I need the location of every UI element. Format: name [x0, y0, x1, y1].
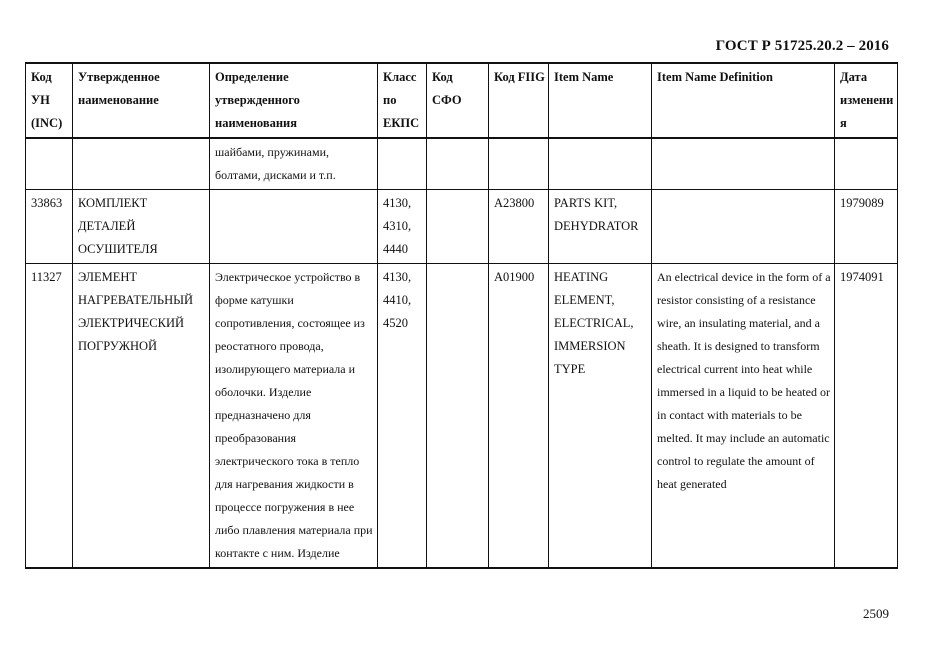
table-header-row	[26, 63, 898, 138]
col-header-inc: Код УН (INC)	[26, 63, 73, 138]
col-header-sfo: Код СФО	[427, 63, 489, 138]
cell-item-name: HEATING ELEMENT, ELECTRICAL, IMMERSION TYPE	[549, 264, 652, 569]
cell-name: ЭЛЕМЕНТ НАГРЕВАТЕЛЬНЫЙ ЭЛЕКТРИЧЕСКИЙ ПОГРУЖНОЙ	[73, 264, 210, 569]
cell-date: 1979089	[835, 190, 898, 264]
cell-class	[378, 138, 427, 190]
page-number: 2509	[863, 606, 889, 621]
cell-definition: Электрическое устройство в форме катушки сопротивления, состоящее из реостатного провода, изолирующего материала и оболочки. Изделие предназначено для преобразования электрического тока в тепло для нагревания жидкости в процессе погружения в нее либо плавления материала при контакте с ним. Изделие	[210, 264, 378, 569]
table-row	[26, 138, 898, 190]
cell-fiig	[489, 138, 549, 190]
cell-fiig: A01900	[489, 264, 549, 569]
cell-sfo	[427, 190, 489, 264]
col-header-name: Утвержденное наименование	[73, 63, 210, 138]
cell-sfo	[427, 264, 489, 569]
cell-name	[73, 138, 210, 190]
cell-definition: шайбами, пружинами, болтами, дисками и т.п.	[210, 138, 378, 190]
cell-item-name: PARTS KIT, DEHYDRATOR	[549, 190, 652, 264]
cell-item-definition: An electrical device in the form of a resistor consisting of a resistance wire, an insulating material, and a sheath. It is designed to transform electrical current into heat while immersed in a liquid to be heated or in contact with materials to be melted. It may include an automatic control to regulate the amount of heat generated	[652, 264, 835, 569]
cell-inc: 11327	[26, 264, 73, 569]
cell-inc: 33863	[26, 190, 73, 264]
cell-inc	[26, 138, 73, 190]
table-row	[26, 264, 898, 569]
classification-table	[25, 62, 898, 569]
col-header-definition: Определение утвержденного наименования	[210, 63, 378, 138]
cell-fiig: A23800	[489, 190, 549, 264]
col-header-item-definition: Item Name Definition	[652, 63, 835, 138]
cell-name: КОМПЛЕКТ ДЕТАЛЕЙ ОСУШИТЕЛЯ	[73, 190, 210, 264]
cell-item-definition	[652, 190, 835, 264]
cell-definition	[210, 190, 378, 264]
cell-date	[835, 138, 898, 190]
cell-item-definition	[652, 138, 835, 190]
cell-class: 4130, 4310, 4440	[378, 190, 427, 264]
cell-date: 1974091	[835, 264, 898, 569]
cell-sfo	[427, 138, 489, 190]
col-header-fiig: Код FIIG	[489, 63, 549, 138]
cell-item-name	[549, 138, 652, 190]
document-standard-title: ГОСТ Р 51725.20.2 – 2016	[715, 38, 889, 54]
col-header-class: Класс по ЕКПС	[378, 63, 427, 138]
table-row	[26, 190, 898, 264]
col-header-item-name: Item Name	[549, 63, 652, 138]
cell-class: 4130, 4410, 4520	[378, 264, 427, 569]
col-header-date: Дата изменения	[835, 63, 898, 138]
